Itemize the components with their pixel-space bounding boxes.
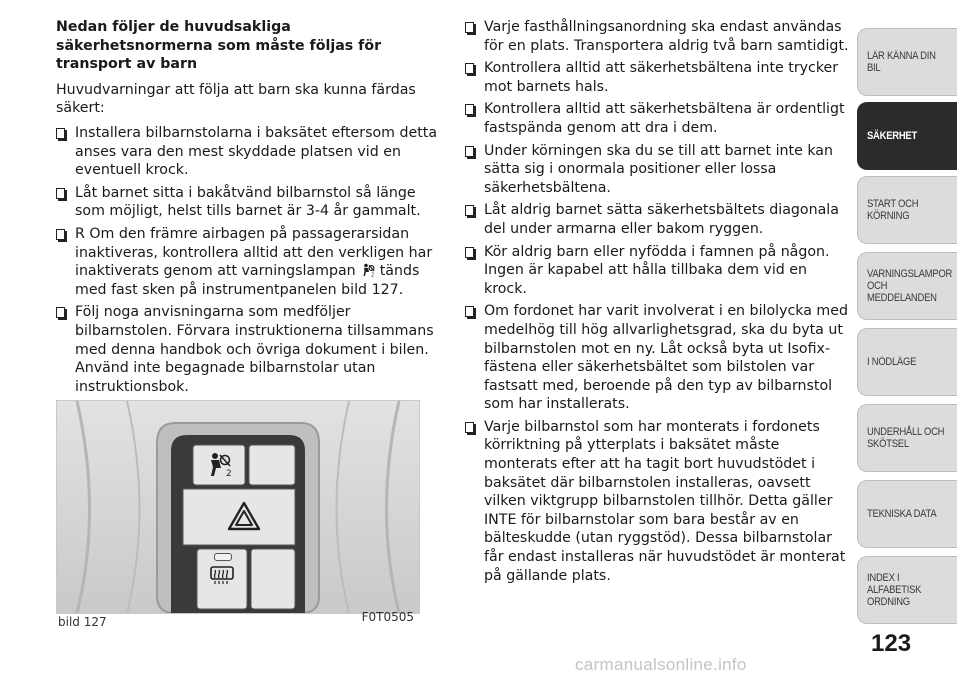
hazard-warning-icon [227, 501, 261, 531]
tab-sakerhet[interactable]: SÄKERHET [857, 102, 957, 170]
indicator-led [214, 553, 232, 561]
section-heading: Nedan följer de huvudsakliga säkerhetsnormerna som måste följas för transport av barn [56, 19, 382, 73]
tab-index[interactable]: INDEX I ALFABETISK ORDNING [857, 556, 957, 624]
list-item: Kontrollera alltid att säkerhetsbältena inte trycker mot barnets hals. [465, 59, 850, 96]
tab-lar-kanna-din-bil[interactable]: LÄR KÄNNA DIN BIL [857, 28, 957, 96]
rear-defrost-icon [209, 565, 235, 585]
list-item: Varje bilbarnstol som har monterats i fordonets körriktning på ytterplats i baksätet måste monterats efter att ha tagit bort huvudstödet i baksätet där bilbarnstolen installeras, oavsett vilken viktgrupp bilbarnstolen tillhör. Detta gäller INTE för bilbarnstolar som bara består av en bälteskudde (utan ryggstöd). Dessa bilbarnstolar får endast installeras när huvudstödet är monterat på gällande plats. [465, 418, 850, 585]
tab-tekniska-data[interactable]: TEKNISKA DATA [857, 480, 957, 548]
chapter-sidebar [857, 0, 960, 678]
right-column [465, 18, 850, 589]
list-item: Om fordonet har varit involverat i en bilolycka med medelhög till hög allvarlighetsgrad, ska du byta ut bilbarnstolen mot en ny. Låt också byta ut Isofix-fästena eller säkerhetsbältet som bilstolen var fastsatt med, beroende på den typ av bilbarnstol som har installerats. [465, 302, 850, 414]
tab-varningslampor[interactable]: VARNINGSLAMPOR OCH MEDDELANDEN [857, 252, 957, 320]
airbag-text-after: tänds med fast sken på instrumentpanelen bild 127. [75, 263, 420, 298]
figure-label: bild 127 [58, 615, 107, 629]
list-item-airbag [56, 225, 439, 299]
tab-start-och-korning[interactable]: START OCH KÖRNING [857, 176, 957, 244]
watermark: carmanualsonline.info [575, 655, 747, 674]
left-column [56, 18, 439, 400]
figure-dashboard-console [56, 400, 420, 614]
passenger-airbag-off-icon [205, 451, 235, 479]
tab-i-nodlage[interactable]: I NÖDLÄGE [857, 328, 957, 396]
list-item: Installera bilbarnstolarna i baksätet eftersom detta anses vara den mest skyddade platsen vid en eventuell krock. [56, 124, 439, 180]
passenger-airbag-off-icon [360, 263, 375, 277]
list-item: Följ noga anvisningarna som medföljer bilbarnstolen. Förvara instruktionerna tillsammans med denna handbok och övriga dokument i bilen. Använd inte begagnade bilbarnstolar utan instruktionsbok. [56, 303, 439, 396]
list-item: Kör aldrig barn eller nyfödda i famnen på någon. Ingen är kapabel att hålla tillbaka dem vid en krock. [465, 243, 850, 299]
airbag-text-before: R Om den främre airbagen på passagerarsidan inaktiveras, kontrollera alltid att den verkligen har inaktiverats genom att varningslampan [75, 225, 433, 280]
icon-badge-text: 2 [371, 272, 375, 278]
figure-caption [56, 610, 418, 629]
intro-text: Huvudvarningar att följa att barn ska kunna färdas säkert: [56, 81, 416, 117]
airbag-badge-number: 2 [226, 469, 232, 479]
list-item: Låt aldrig barnet sätta säkerhetsbältets diagonala del under armarna eller bakom ryggen. [465, 201, 850, 238]
tab-underhall-och-skotsel[interactable]: UNDERHÅLL OCH SKÖTSEL [857, 404, 957, 472]
list-item: Låt barnet sitta i bakåtvänd bilbarnstol så länge som möjligt, helst tills barnet är 3-4 år gammalt. [56, 184, 439, 221]
page-number: 123 [871, 630, 912, 657]
figure-code: F0T0505 [361, 610, 414, 624]
list-item: Under körningen ska du se till att barnet inte kan sätta sig i onormala positioner eller lossa säkerhetsbältena. [465, 142, 850, 198]
list-item: Kontrollera alltid att säkerhetsbältena är ordentligt fastspända genom att dra i dem. [465, 100, 850, 137]
list-item: Varje fasthållningsanordning ska endast användas för en plats. Transportera aldrig två barn samtidigt. [465, 18, 850, 55]
